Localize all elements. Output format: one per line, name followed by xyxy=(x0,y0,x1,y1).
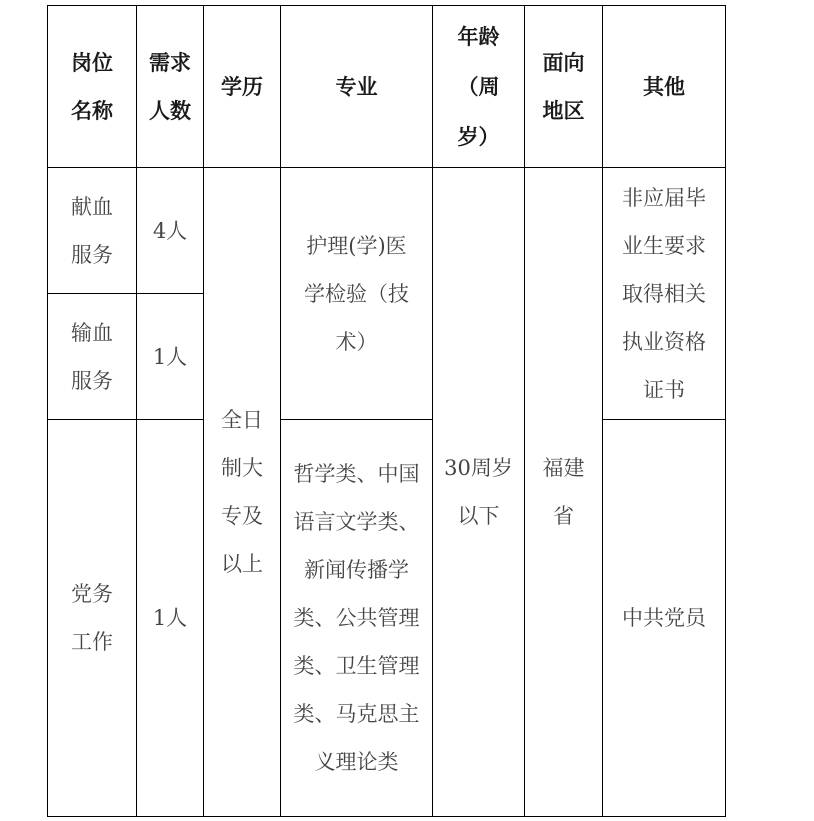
header-education: 学历 xyxy=(204,6,281,168)
table-row xyxy=(48,168,726,294)
cell-count: 1人 xyxy=(137,294,204,420)
cell-count: 4人 xyxy=(137,168,204,294)
cell-position: 党务工作 xyxy=(48,420,137,817)
cell-position: 输血服务 xyxy=(48,294,137,420)
cell-other-medical: 非应届毕业生要求取得相关执业资格证书 xyxy=(603,168,726,420)
header-major: 专业 xyxy=(281,6,433,168)
header-row xyxy=(48,6,726,168)
header-count: 需求人数 xyxy=(137,6,204,168)
cell-count: 1人 xyxy=(137,420,204,817)
cell-other-party: 中共党员 xyxy=(603,420,726,817)
cell-major-medical: 护理(学)医学检验（技术） xyxy=(281,168,433,420)
header-age: 年龄（周岁） xyxy=(433,6,525,168)
cell-region: 福建省 xyxy=(525,168,603,817)
cell-education: 全日制大专及以上 xyxy=(204,168,281,817)
table-row xyxy=(48,420,726,817)
cell-position: 献血服务 xyxy=(48,168,137,294)
header-region: 面向地区 xyxy=(525,6,603,168)
recruitment-table xyxy=(47,5,726,817)
header-position: 岗位名称 xyxy=(48,6,137,168)
cell-age: 30周岁以下 xyxy=(433,168,525,817)
header-other: 其他 xyxy=(603,6,726,168)
cell-major-party: 哲学类、中国语言文学类、新闻传播学类、公共管理类、卫生管理类、马克思主义理论类 xyxy=(281,420,433,817)
